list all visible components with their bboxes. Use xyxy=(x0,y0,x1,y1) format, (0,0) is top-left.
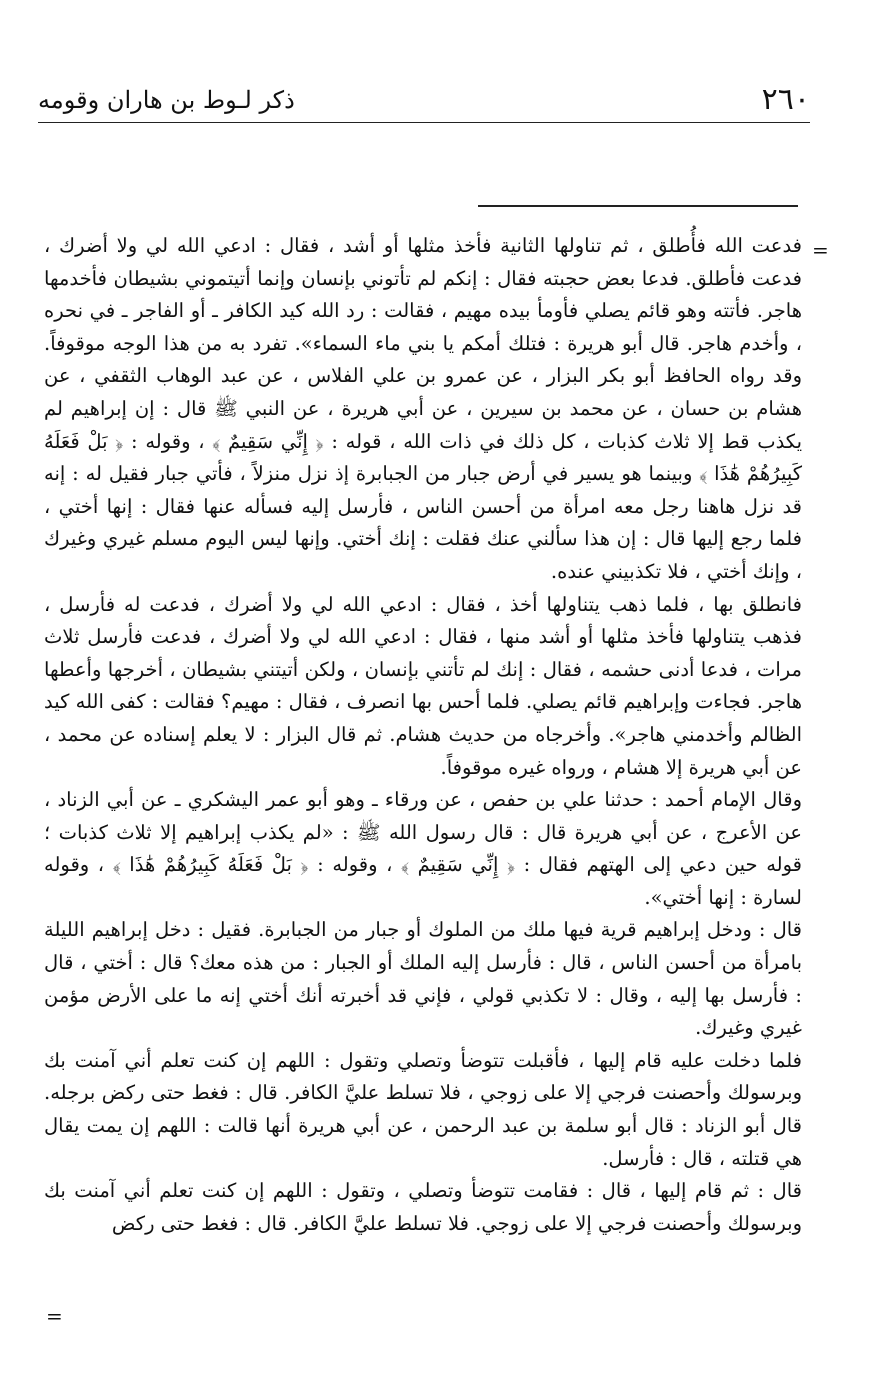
paragraph: وقال الإمام أحمد : حدثنا علي بن حفص ، عن ورقاء ـ وهو أبو عمر اليشكري ـ عن أبي الزناد ، عن الأعرج ، عن أبي هريرة قال : قال رسول الله ﷺ : «لم يكذب إبراهيم إلا ثلاث كذبات ؛ قوله حين دعي إلى الهتهم فقال : ﴿ إِنِّي سَقِيمٌ ﴾ ، وقوله : ﴿ بَلْ فَعَلَهُ كَبِيرُهُمْ هَٰذَا ﴾ ، وقوله لسارة : إنها أختي». xyxy=(44,788,802,909)
top-rule xyxy=(478,205,798,207)
body-text xyxy=(44,230,802,1240)
paragraph: فدعت الله فأُطلق ، ثم تناولها الثانية فأخذ مثلها أو أشد ، فقال : ادعي الله لي ولا أضرك ، فدعت فأطلق. فدعا بعض حجبته فقال : إنكم لم تأتوني بإنسان وإنما أتيتموني بشيطان فأخدمها هاجر. فأتته وهو قائم يصلي فأومأ بيده مهيم ، فقالت : رد الله كيد الكافر ـ أو الفاجر ـ في نحره ، وأخدم هاجر. قال أبو هريرة : فتلك أمكم يا بني ماء السماء». تفرد به من هذا الوجه موقوفاً. وقد رواه الحافظ أبو بكر البزار ، عن عمرو بن علي الفلاس ، عن عبد الوهاب الثقفي ، عن هشام بن حسان ، عن محمد بن سيرين ، عن أبي هريرة ، عن النبي ﷺ قال : إن إبراهيم لم يكذب قط إلا ثلاث كذبات ، كل ذلك في ذات الله ، قوله : ﴿ إِنِّي سَقِيمٌ ﴾ ، وقوله : ﴿ بَلْ فَعَلَهُ كَبِيرُهُمْ هَٰذَا ﴾ وبينما هو يسير في أرض جبار من الجبابرة إذ نزل منزلاً ، فأتي جبار فقيل له : إنه قد نزل هاهنا رجل معه امرأة من أحسن الناس ، فأرسل إليه فسأله عنها فقال : إنها أختي ، فلما رجع إليها قال : إن هذا سألني عنك فقلت : إنك أختي. وإنها ليس اليوم مسلم غيري وغيرك ، وإنك أختي ، فلا تكذبيني عنده. xyxy=(44,234,802,583)
paragraph: فلما دخلت عليه قام إليها ، فأقبلت تتوضأ وتصلي وتقول : اللهم إن كنت تعلم أني آمنت بك وبرسولك وأحصنت فرجي إلا على زوجي ، فلا تسلط عليَّ الكافر. قال : فغط حتى ركض برجله. قال أبو الزناد : قال أبو سلمة بن عبد الرحمن ، عن أبي هريرة أنها قالت : اللهم إن يمت يقال هي قتلته ، قال : فأرسل. xyxy=(44,1048,802,1170)
running-title: ذكر لـوط بن هاران وقومه xyxy=(38,86,295,114)
paragraph: قال : ودخل إبراهيم قرية فيها ملك من الملوك أو جبار من الجبابرة. فقيل : دخل إبراهيم الليلة بامرأة من أحسن الناس ، قال : فأرسل إليه الملك أو الجبار : من هذه معك؟ قال : أختي ، قال : فأرسل بها إليه ، وقال : لا تكذبي قولي ، فإني قد أخبرته أنك أختي إنه ما على الأرض مؤمن غيري وغيرك. xyxy=(44,918,802,1040)
page-number: ٢٦٠ xyxy=(761,82,810,117)
continuation-mark-start: = xyxy=(812,238,829,262)
paragraph: قال : ثم قام إليها ، قال : فقامت تتوضأ وتصلي ، وتقول : اللهم إن كنت تعلم أني آمنت بك وبرسولك وأحصنت فرجي إلا على زوجي. فلا تسلط عليَّ الكافر. قال : فغط حتى ركض xyxy=(44,1179,802,1235)
paragraph: فانطلق بها ، فلما ذهب يتناولها أخذ ، فقال : ادعي الله لي ولا أضرك ، فدعت له فأرسل ، فذهب يتناولها فأخذ مثلها أو أشد منها ، فقال : ادعي الله لي ولا أضرك ، فدعت فأرسل ثلاث مرات ، فدعا أدنى حشمه ، فقال : إنك لم تأتني بإنسان ، ولكن أتيتني بشيطان ، أخرجها وأعطها هاجر. فجاءت وإبراهيم قائم يصلي. فلما أحس بها انصرف ، فقال : مهيم؟ فقالت : كفى الله كيد الظالم وأخدمني هاجر». وأخرجاه من حديث هشام. ثم قال البزار : لا يعلم إسناده عن محمد ، عن أبي هريرة إلا هشام ، ورواه غيره موقوفاً. xyxy=(44,592,802,779)
continuation-mark-end: = xyxy=(46,1304,63,1328)
page-header xyxy=(38,78,810,123)
